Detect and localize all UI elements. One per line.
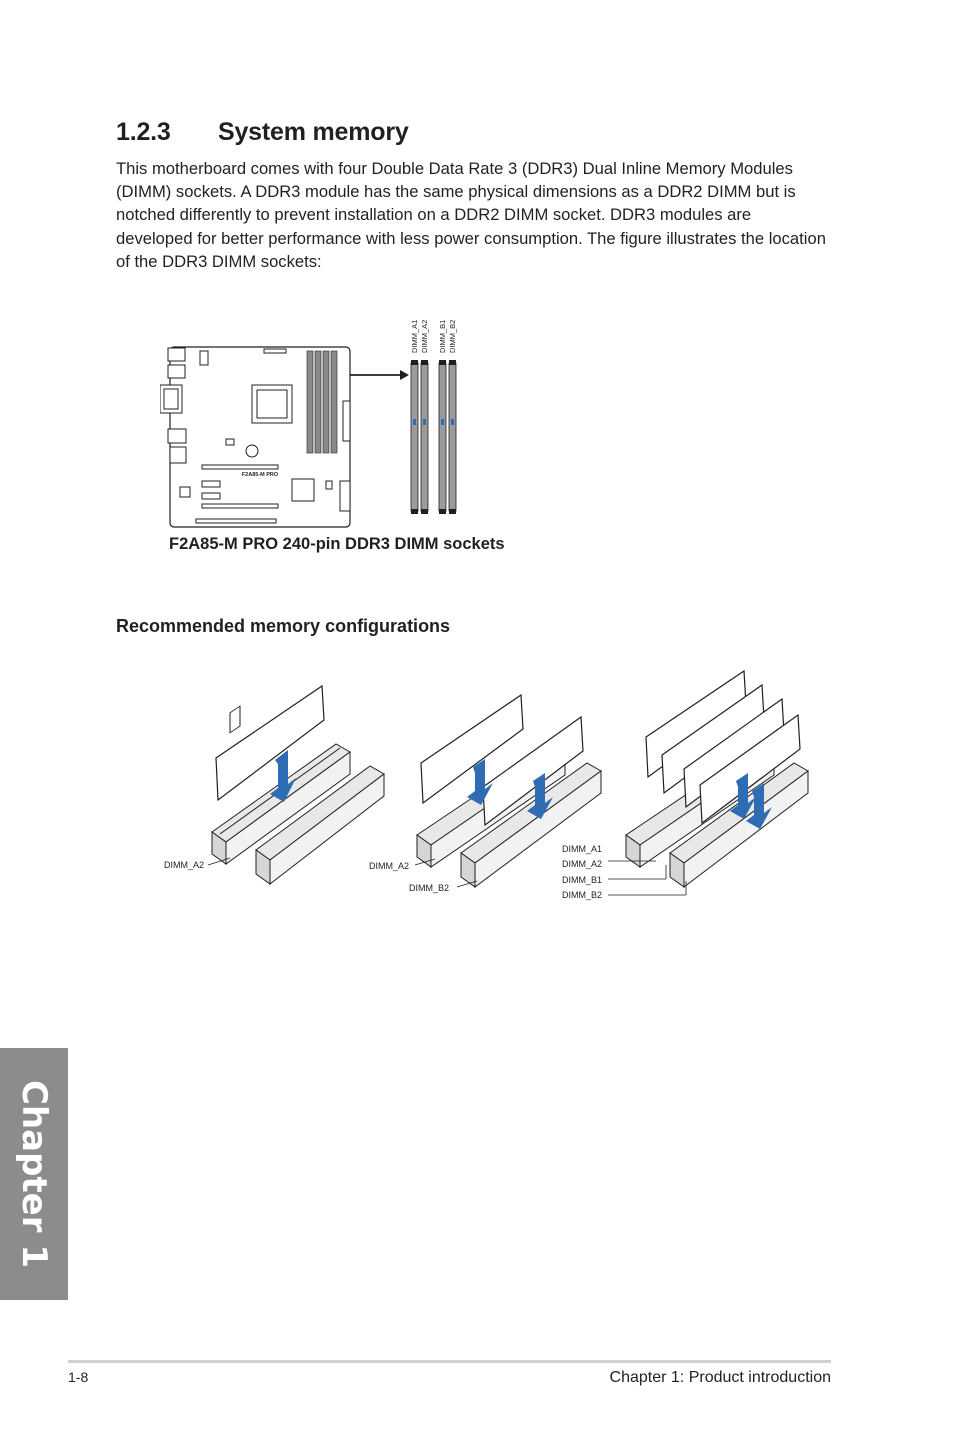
- config2-label-a2: DIMM_A2: [369, 861, 410, 871]
- footer-chapter-title: Chapter 1: Product introduction: [609, 1369, 831, 1386]
- figure-caption: F2A85-M PRO 240-pin DDR3 DIMM sockets: [169, 535, 505, 553]
- config-four-modules-figure: [560, 665, 820, 905]
- board-model-label: F2A85-M PRO: [241, 472, 279, 478]
- socket-label-b2: DIMM_B2: [448, 319, 457, 353]
- config-one-module-figure: [160, 680, 390, 895]
- config3-label-b2: DIMM_B2: [562, 890, 603, 900]
- config2-label-b2: DIMM_B2: [409, 883, 450, 893]
- chapter-tab-label: Chapter 1: [14, 1079, 54, 1269]
- section-title: System memory: [218, 118, 409, 146]
- socket-label-b1: DIMM_B1: [438, 319, 447, 353]
- config1-label-a2: DIMM_A2: [164, 860, 205, 870]
- config-heading: Recommended memory configurations: [116, 616, 451, 636]
- config3-label-a1: DIMM_A1: [562, 844, 603, 854]
- config3-label-b1: DIMM_B1: [562, 875, 603, 885]
- footer-divider: [68, 1360, 831, 1363]
- page-number: 1-8: [68, 1369, 89, 1385]
- socket-label-a2: DIMM_A2: [420, 319, 429, 353]
- motherboard-layout-figure: [160, 305, 480, 533]
- intro-text: This motherboard comes with four Double Data Rate 3 (DDR3) Dual Inline Memory Modules (DIMM) sockets. A DDR3 module has the same physical dimensions as a DDR2 DIMM but is notched differently to prevent installation on a DDR2 DIMM socket. DDR3 modules are developed for better performance with less power consumption. The figure illustrates the location of the DDR3 DIMM sockets:: [116, 159, 826, 271]
- chapter-side-tab: [0, 1048, 68, 1300]
- section-heading: [116, 118, 409, 147]
- config3-label-a2: DIMM_A2: [562, 859, 603, 869]
- section-number: 1.2.3: [116, 118, 171, 146]
- intro-paragraph: [116, 157, 832, 273]
- socket-label-a1: DIMM_A1: [410, 319, 419, 353]
